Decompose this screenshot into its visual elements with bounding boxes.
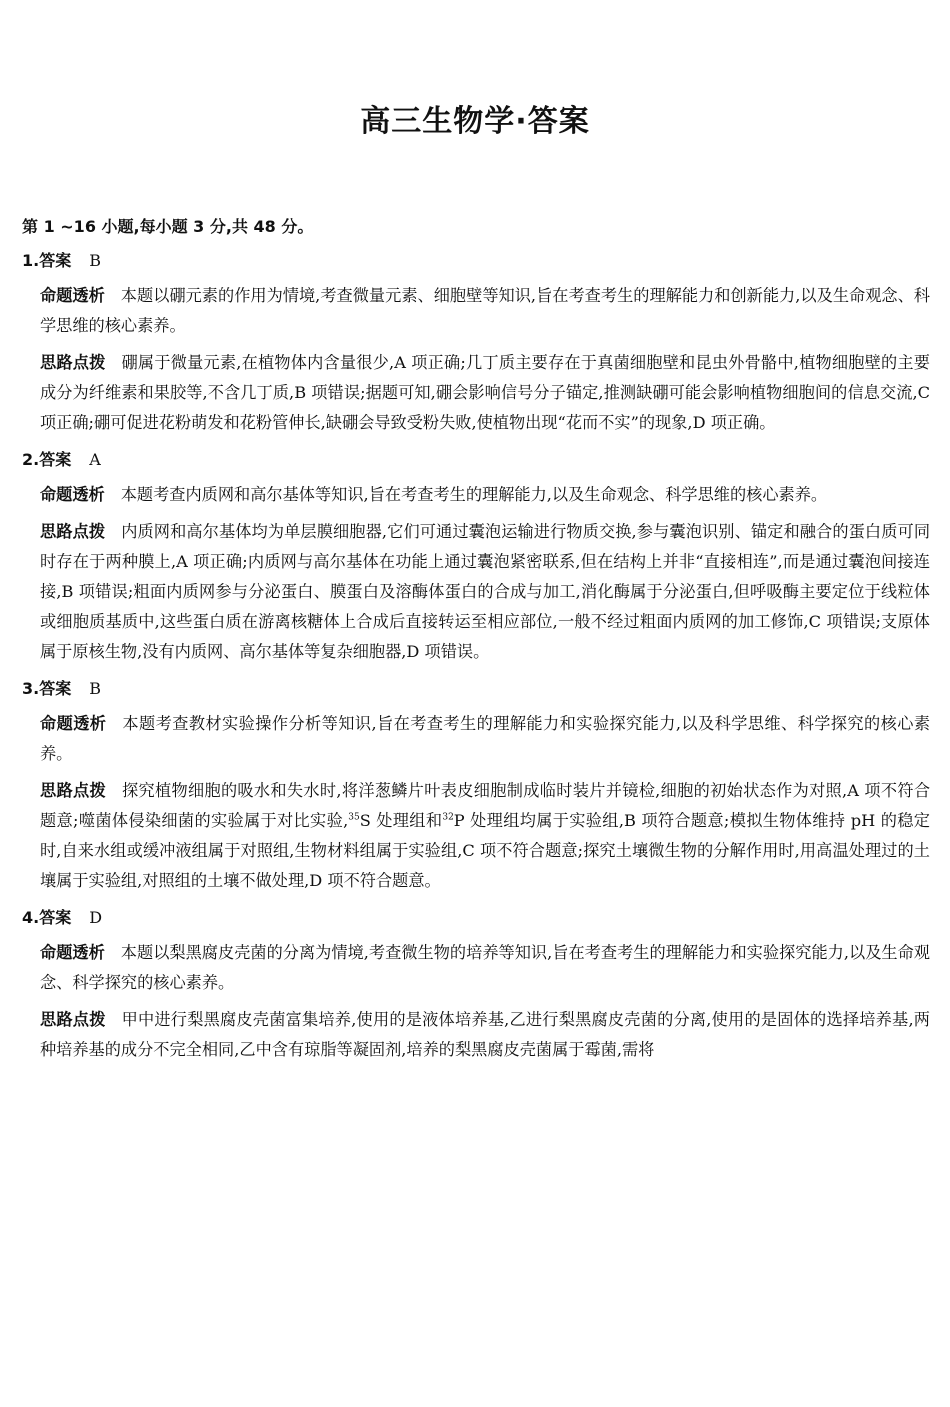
question-4: [22, 903, 930, 1065]
solution-paragraph: [40, 1005, 930, 1065]
question-2: [22, 445, 930, 667]
question-number: 4.: [22, 908, 40, 927]
solution-paragraph: [40, 776, 930, 896]
answer-label: 答案: [39, 450, 72, 469]
solution-label: 思路点拨: [40, 1010, 106, 1029]
answer-letter: B: [89, 679, 101, 698]
isotope-superscript-35: 35: [348, 812, 360, 823]
question-number: 1.: [22, 251, 40, 270]
question-number: 3.: [22, 679, 40, 698]
analysis-text: 本题以硼元素的作用为情境,考查微量元素、细胞壁等知识,旨在考查考生的理解能力和创新能力,以及生命观念、科学思维的核心素养。: [40, 286, 930, 335]
solution-paragraph: [40, 517, 930, 667]
question-3: [22, 674, 930, 896]
answer-line: [22, 445, 930, 475]
section-intro: 第 1 ~16 小题,每小题 3 分,共 48 分。: [22, 217, 314, 236]
answer-label: 答案: [39, 908, 72, 927]
answer-letter: D: [89, 908, 103, 927]
analysis-paragraph: [40, 281, 930, 341]
analysis-label: 命题透析: [40, 714, 107, 733]
analysis-label: 命题透析: [40, 286, 105, 305]
isotope-superscript-32: 32: [442, 812, 454, 823]
solution-label: 思路点拨: [40, 353, 106, 372]
solution-text-a: 探究植物细胞的吸水和失水时,将洋葱鳞片叶表皮细胞制成临时装片并镜检,细胞的初始状态作为对照,A 项不符合题意;噬菌体侵染细菌的实验属于对比实验,: [40, 781, 931, 830]
solution-text: 硼属于微量元素,在植物体内含量很少,A 项正确;几丁质主要存在于真菌细胞壁和昆虫外骨骼中,植物细胞壁的主要成分为纤维素和果胶等,不含几丁质,B 项错误;据题可知,硼会影响信号分子锚定,推测缺硼可能会影响植物细胞间的信息交流,C 项正确;硼可促进花粉萌发和花粉管伸长,缺硼会导致受粉失败,使植物出现“花而不实”的现象,D 项正确。: [40, 353, 930, 432]
answer-line: [22, 246, 930, 276]
solution-text-b: S 处理组和: [359, 811, 443, 830]
analysis-label: 命题透析: [40, 943, 105, 962]
solution-label: 思路点拨: [40, 522, 106, 541]
analysis-text: 本题以梨黑腐皮壳菌的分离为情境,考查微生物的培养等知识,旨在考查考生的理解能力和实验探究能力,以及生命观念、科学探究的核心素养。: [40, 943, 930, 992]
answer-line: [22, 903, 930, 933]
solution-text: 内质网和高尔基体均为单层膜细胞器,它们可通过囊泡运输进行物质交换,参与囊泡识别、锚定和融合的蛋白质可同时存在于两种膜上,A 项正确;内质网与高尔基体在功能上通过囊泡紧密联系,但在结构上并非“直接相连”,而是通过囊泡间接连接,B 项错误;粗面内质网参与分泌蛋白、膜蛋白及溶酶体蛋白的合成与加工,消化酶属于分泌蛋白,但呼吸酶主要定位于线粒体或细胞质基质中,这些蛋白质在游离核糖体上合成后直接转运至相应部位,一般不经过粗面内质网的加工修饰,C 项错误;支原体属于原核生物,没有内质网、高尔基体等复杂细胞器,D 项错误。: [40, 522, 931, 661]
analysis-text: 本题考查内质网和高尔基体等知识,旨在考查考生的理解能力,以及生命观念、科学思维的核心素养。: [120, 485, 828, 504]
answer-label: 答案: [39, 679, 72, 698]
answer-letter: B: [89, 251, 101, 270]
solution-text: 甲中进行梨黑腐皮壳菌富集培养,使用的是液体培养基,乙进行梨黑腐皮壳菌的分离,使用的是固体的选择培养基,两种培养基的成分不完全相同,乙中含有琼脂等凝固剂,培养的梨黑腐皮壳菌属于霉菌,需将: [40, 1010, 930, 1059]
question-1: [22, 246, 930, 438]
analysis-paragraph: [40, 938, 930, 998]
solution-paragraph: [40, 348, 930, 438]
page-title: 高三生物学·答案: [360, 104, 590, 139]
question-number: 2.: [22, 450, 40, 469]
analysis-paragraph: [40, 709, 930, 769]
analysis-label: 命题透析: [40, 485, 105, 504]
analysis-paragraph: [40, 480, 930, 510]
page-content: [22, 212, 930, 1072]
answer-label: 答案: [39, 251, 72, 270]
analysis-text: 本题考查教材实验操作分析等知识,旨在考查考生的理解能力和实验探究能力,以及科学思维、科学探究的核心素养。: [40, 714, 931, 763]
answer-letter: A: [89, 450, 101, 469]
solution-label: 思路点拨: [40, 781, 106, 800]
answer-line: [22, 674, 930, 704]
solution-text-c: P 处理组均属于实验组,B 项符合题意;模拟生物体维持 pH 的稳定时,自来水组或缓冲液组属于对照组,生物材料组属于实验组,C 项不符合题意;探究土壤微生物的分解作用时,用高温处理过的土壤属于实验组,对照组的土壤不做处理,D 项不符合题意。: [40, 811, 930, 890]
